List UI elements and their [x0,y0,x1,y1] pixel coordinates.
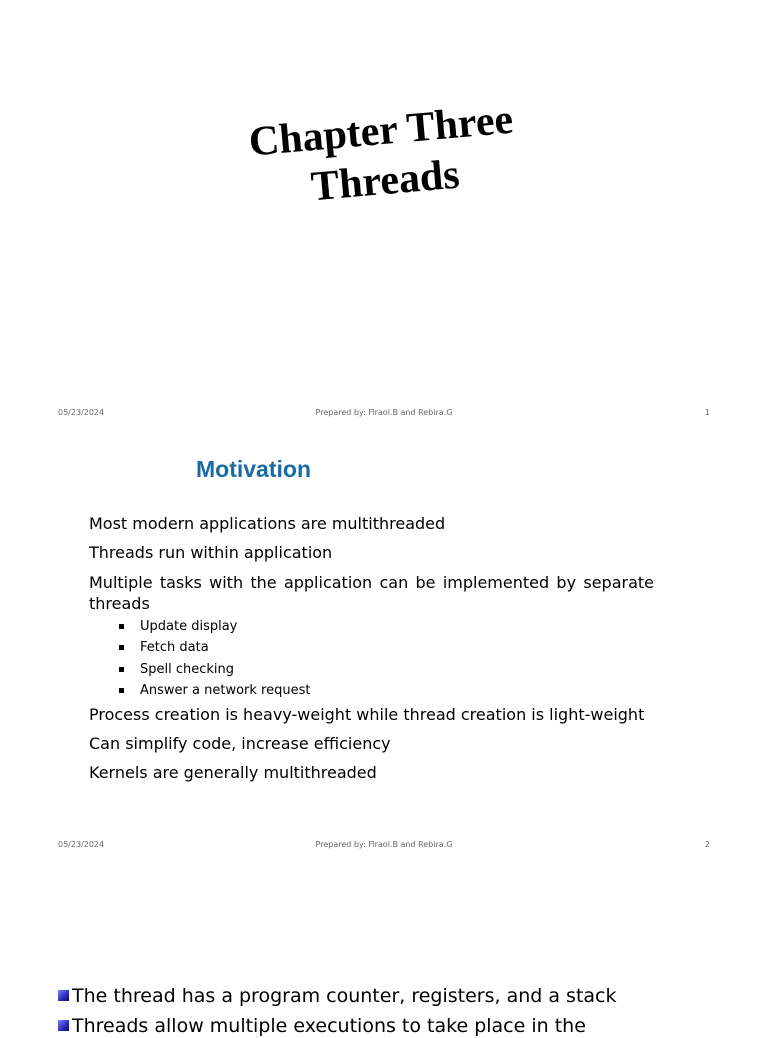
slide-3 [0,864,768,1037]
footer-date: 05/23/2024 [58,840,105,849]
footer-page-number: 2 [704,840,710,849]
sub-bullet-text: Update display [140,619,238,634]
bullet-item [58,984,617,1008]
slide-footer [0,408,768,420]
gradient-square-bullet-icon [58,1020,69,1031]
slide-2 [0,432,768,864]
footer-author: Prepared by: Firaol.B and Rebira.G [315,408,453,417]
square-bullet-icon [119,688,124,693]
sub-bullet-list [117,616,654,701]
slide-1 [0,0,768,432]
square-bullet-icon [119,667,124,672]
bullet-item: Threads run within application [89,543,333,562]
bullet-item: Process creation is heavy-weight while thread creation is light-weight [89,705,645,725]
square-bullet-icon [119,645,124,650]
sub-bullet-item [117,616,654,637]
chapter-title-line-2: Threads [309,151,462,211]
sub-bullet-text: Spell checking [140,661,235,677]
footer-author: Prepared by: Firaol.B and Rebira.G [315,840,453,849]
slide-title: Motivation [196,456,311,482]
bullet-text: The thread has a program counter, registers, and a stack [72,985,617,1007]
bullet-item: Multiple tasks with the application can be implemented by separate threads [89,573,654,613]
sub-bullet-item [117,659,654,680]
sub-bullet-text: Answer a network request [140,682,311,698]
chapter-title [0,73,768,240]
gradient-square-bullet-icon [58,990,69,1001]
bullet-item [58,1014,586,1038]
bullet-item: Can simplify code, increase efficiency [89,734,391,754]
bullet-item: Kernels are generally multithreaded [89,763,377,783]
sub-bullet-text: Fetch data [140,640,209,656]
sub-bullet-item [117,680,654,701]
sub-bullet-item [117,637,654,658]
slide-footer [0,840,768,852]
bullet-text: Threads allow multiple executions to take place in the [72,1015,586,1037]
footer-page-number: 1 [704,408,710,417]
bullet-list [89,514,654,792]
square-bullet-icon [119,624,124,629]
footer-date: 05/23/2024 [58,408,105,417]
bullet-item: Most modern applications are multithreaded [89,514,446,533]
chapter-title-line-1: Chapter Three [247,96,515,166]
